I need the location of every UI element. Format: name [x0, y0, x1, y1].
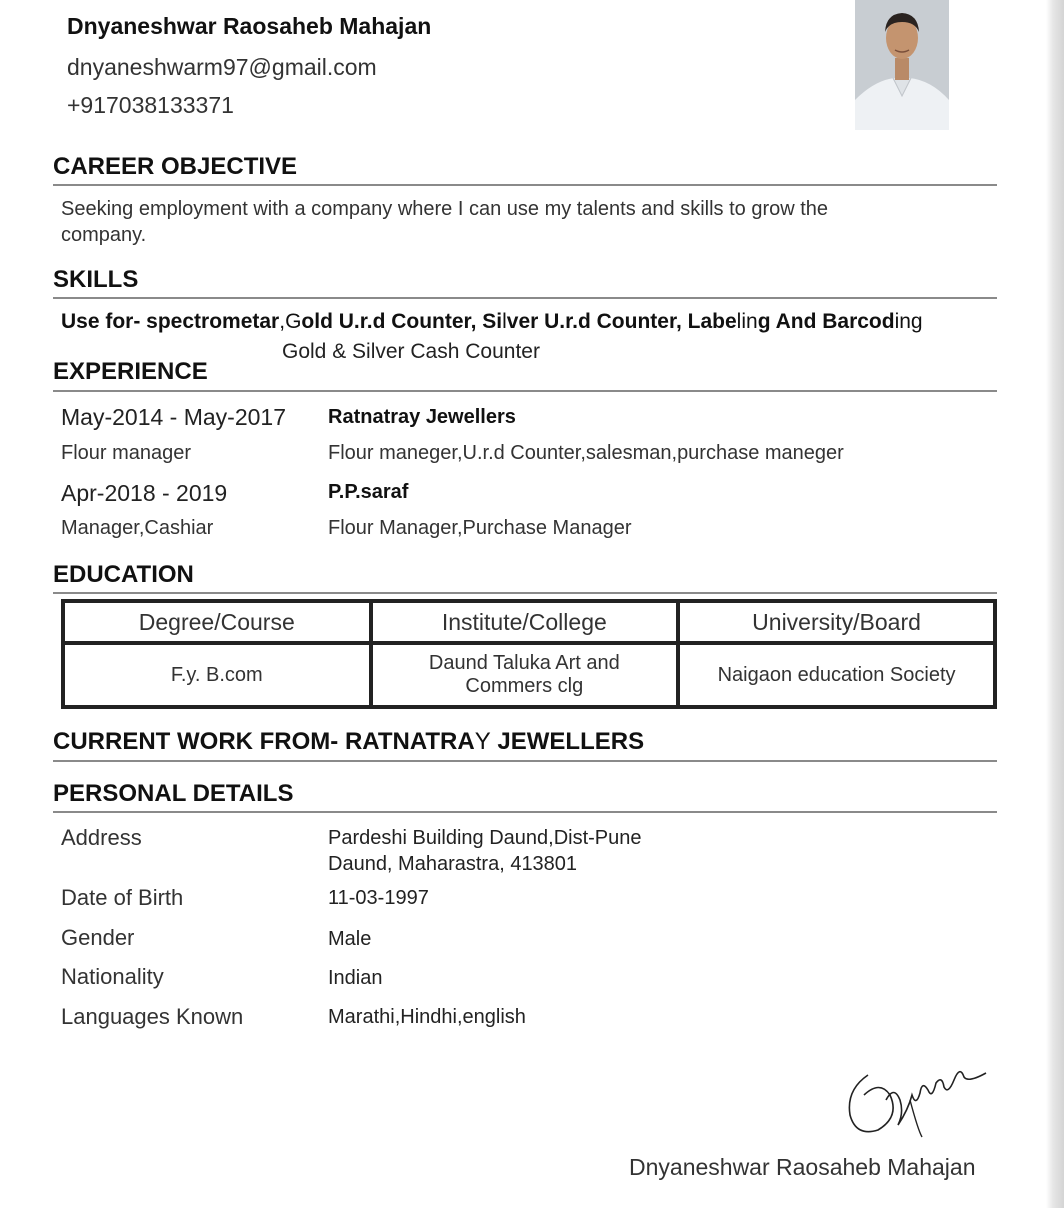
skills-segment: ,G: [279, 310, 302, 333]
profile-photo: [855, 0, 949, 130]
experience-company: Ratnatray Jewellers: [328, 406, 516, 428]
address-label: Address: [61, 825, 142, 850]
section-divider: [53, 592, 997, 594]
skills-segment: ing: [894, 310, 923, 333]
section-title-personal-details: PERSONAL DETAILS: [53, 780, 294, 807]
section-divider: [53, 811, 997, 813]
phone-text: +917038133371: [67, 92, 234, 118]
skills-segment: old U.r.d Counter, Si: [301, 310, 503, 333]
section-divider: [53, 297, 997, 299]
section-divider: [53, 184, 997, 186]
institute-line-1: Daund Taluka Art and: [428, 652, 620, 674]
table-row: [63, 643, 995, 707]
section-title-experience: EXPERIENCE: [53, 358, 208, 385]
dob-label: Date of Birth: [61, 885, 184, 910]
nationality-value: Indian: [328, 967, 383, 989]
table-header-cell: Degree/Course: [63, 601, 371, 643]
skills-line: [61, 310, 923, 334]
address-line-1: Pardeshi Building Daund,Dist-Pune: [328, 827, 642, 849]
gender-value: Male: [328, 928, 372, 950]
section-title-education: EDUCATION: [53, 561, 194, 588]
career-objective-line-1: Seeking employment with a company where I can use my talents and skills to grow the: [61, 198, 829, 220]
gender-label: Gender: [61, 925, 135, 950]
experience-duties: Flour maneger,U.r.d Counter,salesman,purchase maneger: [328, 442, 844, 464]
institute-line-2: Commers clg: [465, 675, 584, 697]
nationality-label: Nationality: [61, 964, 164, 989]
signature-printed-name: Dnyaneshwar Raosaheb Mahajan: [629, 1154, 976, 1180]
email-text: dnyaneshwarm97@gmail.com: [67, 54, 377, 80]
table-header-cell: University/Board: [678, 601, 995, 643]
dob-value: 11-03-1997: [328, 887, 429, 909]
languages-value: Marathi,Hindhi,english: [328, 1006, 526, 1028]
experience-period: Apr-2018 - 2019: [61, 480, 228, 506]
skills-segment: g And Barcod: [757, 310, 895, 333]
section-title-skills: SKILLS: [53, 266, 139, 293]
current-work-part: Y: [474, 728, 491, 755]
career-objective-line-2: company.: [61, 224, 147, 246]
address-line-2: Daund, Maharastra, 413801: [328, 853, 578, 875]
scrollbar-edge[interactable]: [1046, 0, 1064, 1208]
current-work-heading: [53, 728, 644, 756]
institute-cell: [371, 643, 679, 707]
current-work-part: JEWELLERS: [490, 728, 645, 755]
skills-segment: ver U.r.d Counter, Labe: [506, 310, 737, 333]
table-header-cell: Institute/College: [371, 601, 679, 643]
experience-company: P.P.saraf: [328, 481, 409, 503]
skills-segment: l: [502, 310, 507, 333]
candidate-name: Dnyaneshwar Raosaheb Mahajan: [67, 13, 432, 39]
skills-sub-line: Gold & Silver Cash Counter: [282, 340, 540, 363]
education-table: [61, 599, 997, 709]
skills-segment: lin: [736, 310, 758, 333]
experience-role: Flour manager: [61, 442, 192, 464]
degree-cell: F.y. B.com: [63, 643, 371, 707]
section-title-career-objective: CAREER OBJECTIVE: [53, 153, 298, 180]
table-header-row: [63, 601, 995, 643]
experience-period: May-2014 - May-2017: [61, 404, 286, 430]
languages-label: Languages Known: [61, 1004, 244, 1029]
handwritten-signature: [838, 1045, 998, 1140]
skills-segment: Use for- spectrometar: [61, 310, 280, 333]
section-divider: [53, 760, 997, 762]
current-work-part: CURRENT WORK FROM- RATNATRA: [53, 728, 475, 755]
section-divider: [53, 390, 997, 392]
university-cell: Naigaon education Society: [678, 643, 995, 707]
experience-role: Manager,Cashiar: [61, 517, 214, 539]
experience-duties: Flour Manager,Purchase Manager: [328, 517, 632, 539]
